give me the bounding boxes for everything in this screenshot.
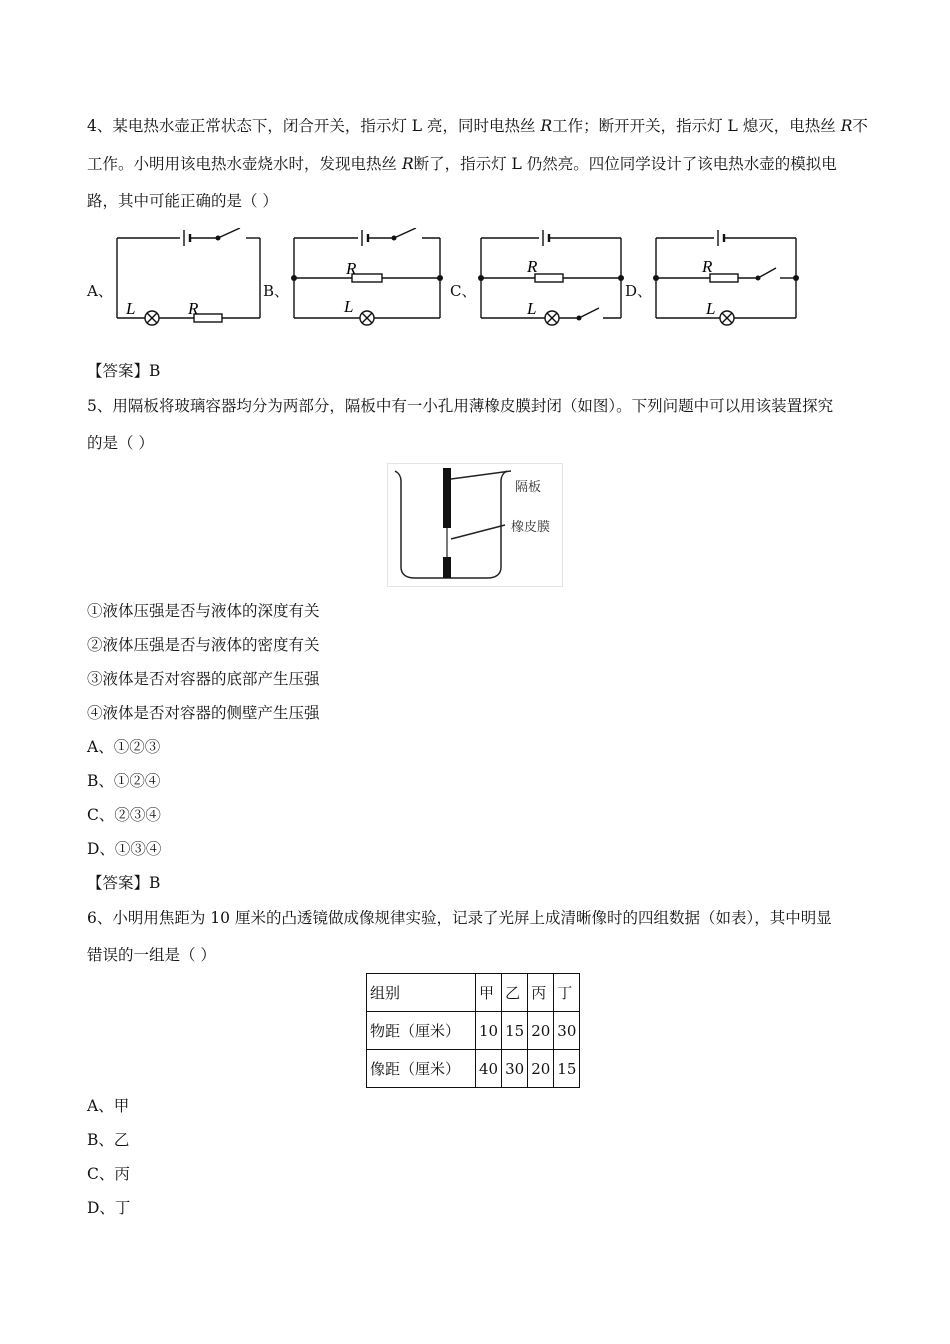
- circuit-a-diagram: [112, 228, 266, 328]
- table-cell: 丁: [554, 974, 580, 1012]
- table-cell: 组别: [367, 974, 476, 1012]
- resistor-label: R: [527, 257, 538, 276]
- q4-text-e: 断了，指示灯 L 仍然亮。四位同学设计了该电热水壶的模拟电: [413, 155, 837, 173]
- statement-3: ③液体是否对容器的底部产生压强: [87, 670, 320, 688]
- data-table: [366, 973, 580, 1088]
- resistor-label: R: [346, 259, 357, 278]
- table-cell: 甲: [476, 974, 502, 1012]
- table-cell: 30: [502, 1050, 528, 1088]
- statement-2: ②液体压强是否与液体的密度有关: [87, 636, 320, 654]
- q4-text-d: 工作。小明用该电热水壶烧水时，发现电热丝: [87, 155, 402, 173]
- q5-answer: 【答案】B: [87, 874, 161, 892]
- q5-choice-b: B、①②④: [87, 772, 161, 790]
- table-cell: 乙: [502, 974, 528, 1012]
- lamp-label: L: [344, 297, 354, 316]
- junction-dot-icon: [793, 275, 799, 281]
- q6-choice-a: A、甲: [87, 1097, 130, 1115]
- q5-line-2: 的是（ ）: [87, 434, 154, 452]
- switch-contact-icon: [392, 236, 397, 241]
- resistor-symbol-text: R: [840, 117, 853, 135]
- resistor-label: R: [188, 299, 199, 318]
- q6-line-2: 错误的一组是（ ）: [87, 946, 216, 964]
- junction-dot-icon: [618, 275, 624, 281]
- q6-choice-d: D、丁: [87, 1199, 131, 1217]
- lamp-label: L: [126, 299, 136, 318]
- table-cell: 30: [554, 1012, 580, 1050]
- q5-line-1: 5、用隔板将玻璃容器均分为两部分，隔板中有一小孔用薄橡皮膜封闭（如图）。下列问题中可以用该装置探究: [87, 397, 834, 415]
- partition-lower: [443, 557, 451, 578]
- q4-line-3: 路，其中可能正确的是（ ）: [87, 192, 278, 210]
- q6-choice-b: B、乙: [87, 1131, 130, 1149]
- option-label-c: C、: [450, 282, 477, 300]
- q4-text-a: 4、某电热水壶正常状态下，闭合开关，指示灯 L 亮，同时电热丝: [87, 117, 541, 135]
- resistor-symbol-text: R: [401, 155, 414, 173]
- junction-dot-icon: [478, 275, 484, 281]
- table-cell: 10: [476, 1012, 502, 1050]
- table-row: [367, 1050, 580, 1088]
- resistor-symbol-text: R: [540, 117, 553, 135]
- table-cell: 40: [476, 1050, 502, 1088]
- membrane-label: 橡皮膜: [511, 520, 551, 535]
- table-row: [367, 974, 580, 1012]
- junction-dot-icon: [653, 275, 659, 281]
- table-cell: 20: [528, 1012, 554, 1050]
- lamp-label: L: [527, 299, 537, 318]
- junction-dot-icon: [437, 275, 443, 281]
- option-label-b: B、: [263, 282, 290, 300]
- q6-line-1: 6、小明用焦距为 10 厘米的凸透镜做成像规律实验，记录了光屏上成清晰像时的四组数据（如表），其中明显: [87, 909, 832, 927]
- table-cell: 物距（厘米）: [367, 1012, 476, 1050]
- beaker-figure: [387, 463, 563, 587]
- q5-choice-a: A、①②③: [87, 738, 161, 756]
- q5-choice-d: D、①③④: [87, 840, 162, 858]
- switch-contact-icon: [577, 316, 582, 321]
- q4-answer: 【答案】B: [87, 362, 161, 380]
- table-cell: 丙: [528, 974, 554, 1012]
- partition-upper: [443, 468, 451, 528]
- statement-4: ④液体是否对容器的侧壁产生压强: [87, 704, 320, 722]
- circuit-c-diagram: [475, 228, 629, 328]
- table-cell: 像距（厘米）: [367, 1050, 476, 1088]
- partition-label: 隔板: [515, 480, 542, 495]
- table-row: [367, 1012, 580, 1050]
- switch-contact-icon: [216, 236, 221, 241]
- q6-choice-c: C、丙: [87, 1165, 130, 1183]
- junction-dot-icon: [291, 275, 297, 281]
- circuit-d-diagram: [650, 228, 804, 328]
- option-label-a: A、: [87, 282, 113, 300]
- q4-line-1: [87, 116, 868, 136]
- resistor-label: R: [702, 257, 713, 276]
- switch-contact-icon: [756, 276, 761, 281]
- table-cell: 15: [502, 1012, 528, 1050]
- q5-choice-c: C、②③④: [87, 806, 161, 824]
- q4-text-b: 工作；断开开关，指示灯 L 熄灭，电热丝: [552, 117, 841, 135]
- q4-line-2: [87, 154, 837, 174]
- q4-text-c: 不: [852, 117, 868, 135]
- table-cell: 20: [528, 1050, 554, 1088]
- statement-1: ①液体压强是否与液体的深度有关: [87, 602, 320, 620]
- circuit-b-diagram: [288, 228, 448, 328]
- option-label-d: D、: [625, 282, 653, 300]
- table-cell: 15: [554, 1050, 580, 1088]
- lamp-label: L: [706, 299, 716, 318]
